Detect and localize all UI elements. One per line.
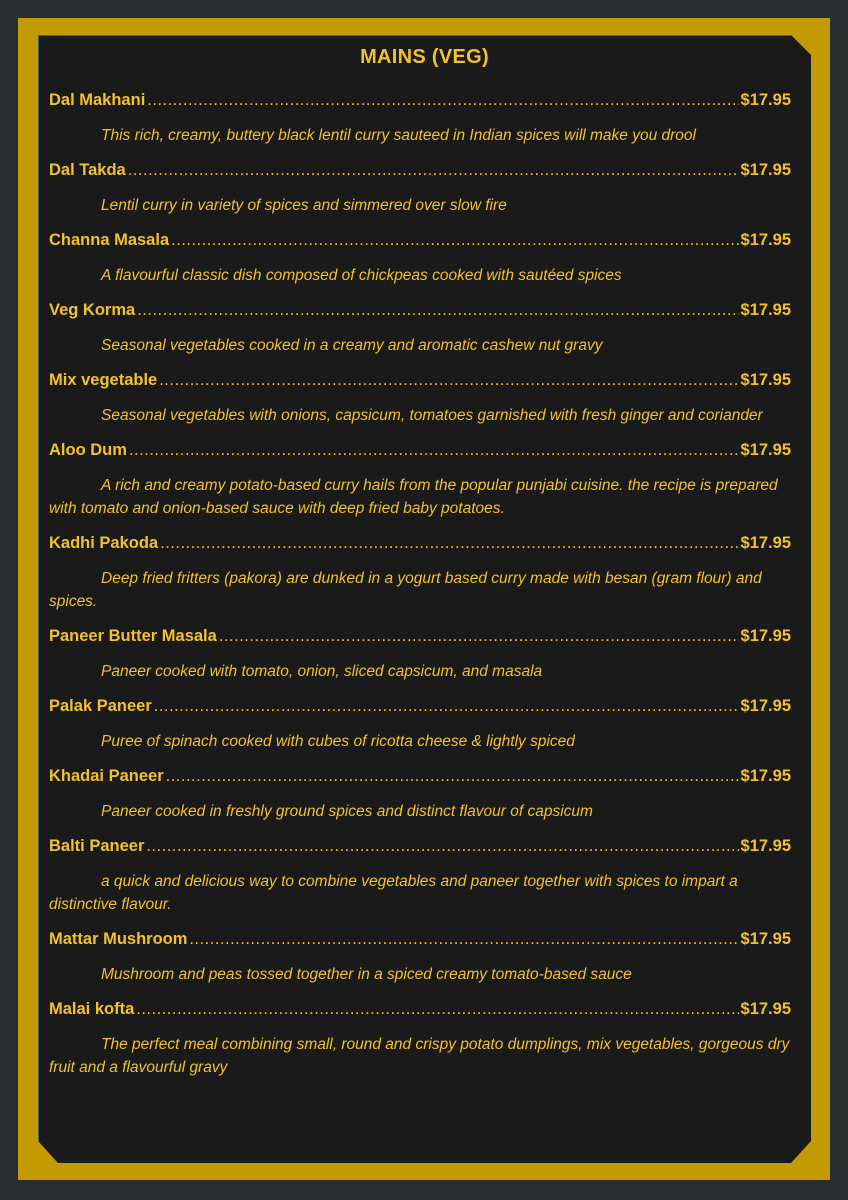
menu-item-row — [49, 369, 791, 391]
menu-item-description: Seasonal vegetables cooked in a creamy and aromatic cashew nut gravy — [101, 337, 603, 354]
dot-leader — [171, 229, 738, 251]
menu-item — [49, 439, 791, 520]
menu-item-row — [49, 695, 791, 717]
dot-leader — [154, 695, 739, 717]
menu-item-row — [49, 299, 791, 321]
menu-item-price: $17.95 — [740, 627, 791, 645]
menu-item — [49, 835, 791, 916]
menu-item-name: Paneer Butter Masala — [49, 627, 217, 645]
menu-item-row — [49, 229, 791, 251]
dot-leader — [129, 439, 739, 461]
menu-item-description: a quick and delicious way to combine vegetables and paneer together with spices to impart a distinctive flavour. — [49, 873, 738, 913]
page-title: MAINS (VEG) — [360, 46, 489, 68]
menu-item — [49, 998, 791, 1079]
menu-item-row — [49, 928, 791, 950]
menu-item-name: Channa Masala — [49, 231, 170, 249]
menu-item-price: $17.95 — [740, 441, 791, 459]
menu-item-price: $17.95 — [740, 930, 791, 948]
dot-leader — [160, 532, 738, 554]
dot-leader — [137, 299, 738, 321]
menu-item-name: Malai kofta — [49, 1000, 135, 1018]
menu-item — [49, 765, 791, 823]
menu-item-row — [49, 625, 791, 647]
menu-item-row — [49, 765, 791, 787]
menu-item-row — [49, 439, 791, 461]
menu-item-description: Paneer cooked in freshly ground spices and distinct flavour of capsicum — [101, 803, 593, 820]
menu-item-description: Mushroom and peas tossed together in a spiced creamy tomato-based sauce — [101, 966, 632, 983]
menu-item-row — [49, 835, 791, 857]
menu-item — [49, 229, 791, 287]
menu-item-description: Paneer cooked with tomato, onion, sliced capsicum, and masala — [101, 663, 543, 680]
dot-leader — [166, 765, 739, 787]
menu-item-name: Kadhi Pakoda — [49, 534, 159, 552]
menu-item — [49, 89, 791, 147]
menu-item — [49, 532, 791, 613]
menu-item-price: $17.95 — [740, 697, 791, 715]
menu-list — [49, 89, 791, 1091]
dot-leader — [146, 835, 738, 857]
menu-item-price: $17.95 — [740, 231, 791, 249]
menu-item-description: A flavourful classic dish composed of chickpeas cooked with sautéed spices — [101, 267, 622, 284]
menu-item — [49, 159, 791, 217]
menu-item-description: Deep fried fritters (pakora) are dunked in a yogurt based curry made with besan (gram flour) and spices. — [49, 570, 762, 610]
dot-leader — [136, 998, 738, 1020]
menu-item-description: The perfect meal combining small, round and crispy potato dumplings, mix vegetables, gorgeous dry fruit and a flavourful gravy — [49, 1036, 790, 1076]
menu-item-name: Dal Makhani — [49, 91, 146, 109]
menu-item — [49, 695, 791, 753]
menu-item-price: $17.95 — [740, 301, 791, 319]
menu-item — [49, 928, 791, 986]
dot-leader — [219, 625, 739, 647]
menu-item-description: This rich, creamy, buttery black lentil curry sauteed in Indian spices will make you drool — [101, 127, 696, 144]
menu-item-name: Aloo Dum — [49, 441, 127, 459]
dot-leader — [159, 369, 738, 391]
menu-item-name: Mix vegetable — [49, 371, 158, 389]
dot-leader — [128, 159, 739, 181]
menu-item-price: $17.95 — [740, 91, 791, 109]
menu-item-price: $17.95 — [740, 767, 791, 785]
menu-item-row — [49, 532, 791, 554]
menu-item — [49, 625, 791, 683]
menu-item-name: Palak Paneer — [49, 697, 152, 715]
menu-item-name: Mattar Mushroom — [49, 930, 188, 948]
menu-item-price: $17.95 — [740, 1000, 791, 1018]
menu-item-description: A rich and creamy potato-based curry hails from the popular punjabi cuisine. the recipe is prepared with tomato and onion-based sauce with deep fried baby potatoes. — [49, 477, 778, 517]
menu-item-name: Dal Takda — [49, 161, 126, 179]
menu-item-price: $17.95 — [740, 161, 791, 179]
menu-item-row — [49, 89, 791, 111]
menu-item-row — [49, 998, 791, 1020]
menu-item — [49, 299, 791, 357]
menu-item-description: Lentil curry in variety of spices and simmered over slow fire — [101, 197, 507, 214]
dot-leader — [147, 89, 738, 111]
menu-item-price: $17.95 — [740, 837, 791, 855]
menu-item-description: Puree of spinach cooked with cubes of ricotta cheese & lightly spiced — [101, 733, 575, 750]
menu-item-price: $17.95 — [740, 534, 791, 552]
menu-item — [49, 369, 791, 427]
menu-item-name: Veg Korma — [49, 301, 136, 319]
menu-item-row — [49, 159, 791, 181]
menu-item-price: $17.95 — [740, 371, 791, 389]
menu-item-name: Balti Paneer — [49, 837, 145, 855]
dot-leader — [189, 928, 738, 950]
menu-item-name: Khadai Paneer — [49, 767, 164, 785]
menu-item-description: Seasonal vegetables with onions, capsicum, tomatoes garnished with fresh ginger and coriander — [101, 407, 763, 424]
